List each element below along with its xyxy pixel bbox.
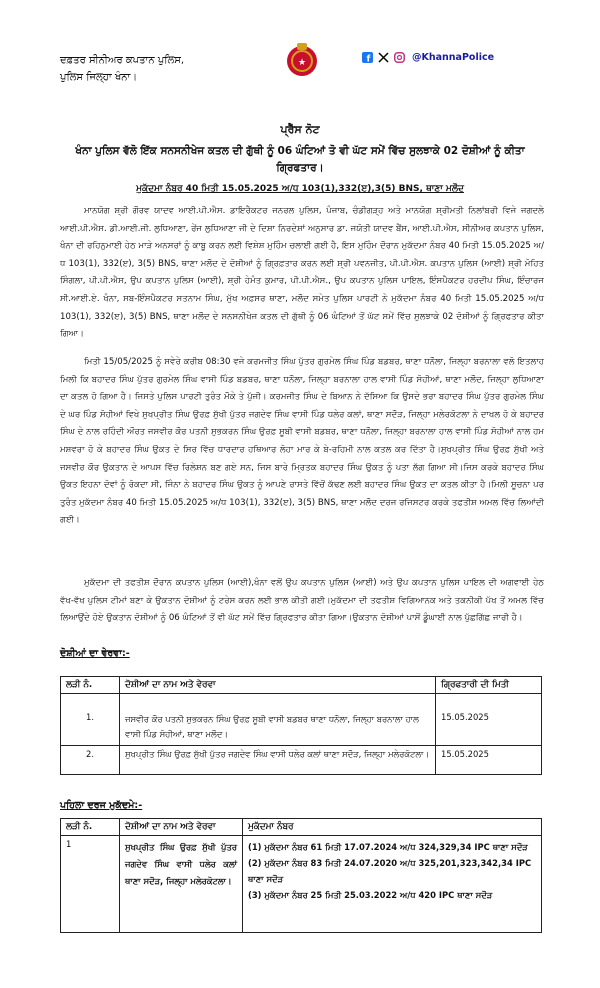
col-details: ਦੋਸ਼ੀਆਂ ਦਾ ਨਾਮ ਅਤੇ ਵੇਰਵਾ	[120, 677, 436, 694]
row-details: ਸੁਖਪ੍ਰੀਤ ਸਿੰਘ ਉਰਫ਼ ਸੁੱਖੀ ਪੁੱਤਰ ਜਗਦੇਵ ਸਿੰਘ ਵਾਸੀ ਧਲੇਰ ਕਲਾਂ ਥਾਣਾ ਸਦੌੜ, ਜਿਲ੍ਹਾ ਮਲੇਰਕੋਟਲਾ।	[120, 836, 243, 933]
case-line: ਮੁਕੱਦਮਾ ਨੰਬਰ 40 ਮਿਤੀ 15.05.2025 ਅ/ਧ 103(1),332(ੲ),3(5) BNS, ਥਾਣਾ ਮਲੌਦ	[136, 184, 464, 194]
case-item: (2) ਮੁਕੱਦਮਾ ਨੰਬਰ 83 ਮਿਤੀ 24.07.2020 ਅ/ਧ 325,201,323,342,34 IPC ਥਾਣਾ ਸਦੌੜ	[248, 858, 532, 884]
headline: ਖੰਨਾ ਪੁਲਿਸ ਵੱਲੋ ਇੱਕ ਸਨਸਨੀਖੇਜ ਕਤਲ ਦੀ ਗੁੱਥੀ ਨੂੰ 06 ਘੰਟਿਆਂ ਤੋ ਵੀ ਘੱਟ ਸਮੇਂ ਵਿੱਚ ਸੁਲਝਾਕੇ 02 ਦੋਸ਼ੀਆਂ ਨੂੰ ਕੀਤਾ ਗ੍ਰਿਫਤਾਰ।	[75, 145, 525, 174]
table-row	[61, 836, 542, 933]
paragraph-1: ਮਾਨਯੋਗ ਸ਼੍ਰੀ ਗੌਰਵ ਯਾਦਵ ਆਈ.ਪੀ.ਐਸ. ਡਾਇਰੈਕਟਰ ਜਨਰਲ ਪੁਲਿਸ, ਪੰਜਾਬ, ਚੰਡੀਗੜ੍ਹ ਅਤੇ ਮਾਨਯੋਗ ਸ਼੍ਰੀਮਤੀ ਨਿਲਾਂਬਰੀ ਵਿਜੇ ਜਗਦਲੇ ਆਈ.ਪੀ.ਐਸ. ਡੀ.ਆਈ.ਜੀ. ਲੁਧਿਆਣਾ, ਰੇਂਜ ਲੁਧਿਆਣਾ ਜੀ ਦੇ ਦਿਸ਼ਾ ਨਿਰਦੇਸ਼ਾਂ ਅਨੁਸਾਰ ਡਾ. ਜਯੋਤੀ ਯਾਦਵ ਬੈਂਸ, ਆਈ.ਪੀ.ਐਸ, ਸੀਨੀਅਰ ਕਪਤਾਨ ਪੁਲਿਸ, ਖੰਨਾ ਦੀ ਰਹਿਨੁਮਾਈ ਹੇਠ ਮਾੜੇ ਅਨਸਰਾਂ ਨੂੰ ਕਾਬੂ ਕਰਨ ਲਈ ਵਿਸ਼ੇਸ਼ ਮੁਹਿੰਮ ਚਲਾਈ ਗਈ ਹੈ, ਇਸ ਮੁਹਿੰਮ ਦੌਰਾਨ ਮੁਕੱਦਮਾ ਨੰਬਰ 40 ਮਿਤੀ 15.05.2025 ਅ/ਧ 103(1), 332(ੲ), 3(5) BNS, ਥਾਣਾ ਮਲੌਦ ਦੇ ਦੋਸ਼ੀਆਂ ਨੂੰ ਗ੍ਰਿਫ਼ਤਾਰ ਕਰਨ ਲਈ ਸ਼੍ਰੀ ਪਵਨਜੀਤ, ਪੀ.ਪੀ.ਐਸ. ਕਪਤਾਨ ਪੁਲਿਸ (ਆਈ) ਸ਼੍ਰੀ ਮੋਹਿਤ ਸਿੰਗਲਾ, ਪੀ.ਪੀ.ਐਸ, ਉਪ ਕਪਤਾਨ ਪੁਲਿਸ (ਆਈ), ਸ਼੍ਰੀ ਹੇਮੰਤ ਕੁਮਾਰ, ਪੀ.ਪੀ.ਐਸ., ਉਪ ਕਪਤਾਨ ਪੁਲਿਸ ਪਾਇਲ, ਇੰਸਪੈਕਟਰ ਹਰਦੀਪ ਸਿੰਘ, ਇੰਚਾਰਜ ਸੀ.ਆਈ.ਏ. ਖੰਨਾ, ਸਬ-ਇੰਸਪੈਕਟਰ ਸਤਨਾਮ ਸਿੰਘ, ਮੁੱਖ ਅਫ਼ਸਰ ਥਾਣਾ, ਮਲੌਦ ਸਮੇਤ ਪੁਲਿਸ ਪਾਰਟੀ ਨੇ ਮੁਕੱਦਮਾ ਨੰਬਰ 40 ਮਿਤੀ 15.05.2025 ਅ/ਧ 103(1), 332(ੲ), 3(5) BNS, ਥਾਣਾ ਮਲੌਦ ਦੇ ਸਨਸਨੀਖੇਜ ਕਤਲ ਦੀ ਗੁੱਥੀ ਨੂੰ 06 ਘੰਟਿਆਂ ਤੋਂ ਘੱਟ ਸਮੇਂ ਵਿੱਚ ਸੁਲਝਾਕੇ 02 ਦੋਸ਼ੀਆਂ ਨੂੰ ਗ੍ਰਿਫਤਾਰ ਕੀਤਾ ਗਿਆ।	[60, 206, 544, 340]
row-sr: 1.	[61, 694, 120, 746]
punjab-police-logo	[282, 40, 322, 80]
press-note-title: ਪ੍ਰੈੱਸ ਨੋਟ	[280, 123, 320, 136]
office-line-2: ਪੁਲਿਸ ਜਿਲ੍ਹਾ ਖੰਨਾ।	[60, 72, 138, 83]
case-item: (1) ਮੁਕੱਦਮਾ ਨੰਬਰ 61 ਮਿਤੀ 17.07.2024 ਅ/ਧ 324,329,34 IPC ਥਾਣਾ ਸਦੌੜ	[248, 842, 528, 852]
row-sr: 1	[61, 836, 120, 933]
svg-text:f: f	[366, 54, 371, 63]
svg-text:★: ★	[297, 58, 307, 68]
accused-section-heading: ਦੋਸ਼ੀਆਂ ਦਾ ਵੇਰਵਾ:-	[60, 648, 130, 659]
col-case-number: ਮੁਕੱਦਮਾ ਨੰਬਰ	[243, 819, 542, 836]
table-row	[61, 746, 542, 775]
previous-cases-heading: ਪਹਿਲਾ ਦਰਜ ਮੁਕੱਦਮੇ:-	[60, 800, 143, 811]
office-line-1: ਦਫ਼ਤਰ ਸੀਨੀਅਰ ਕਪਤਾਨ ਪੁਲਿਸ,	[60, 55, 185, 66]
facebook-icon[interactable]	[362, 52, 373, 63]
office-header	[60, 52, 184, 86]
accused-table	[60, 676, 542, 775]
social-handle[interactable]: @KhannaPolice	[412, 52, 495, 63]
row-details: ਸੁਖਪ੍ਰੀਤ ਸਿੰਘ ਉਰਫ਼ ਸੁੱਖੀ ਪੁੱਤਰ ਜਗਦੇਵ ਸਿੰਘ ਵਾਸੀ ਧਲੇਰ ਕਲਾਂ ਥਾਣਾ ਸਦੌੜ, ਜਿਲ੍ਹਾ ਮਲੇਰਕੋਟਲਾ।	[120, 746, 436, 775]
col-details: ਦੋਸ਼ੀਆਂ ਦਾ ਨਾਮ ਅਤੇ ਵੇਰਵਾ	[120, 819, 243, 836]
instagram-icon[interactable]	[394, 52, 405, 63]
col-date: ਗ੍ਰਿਫਤਾਰੀ ਦੀ ਮਿਤੀ	[436, 677, 542, 694]
paragraph-2: ਮਿਤੀ 15/05/2025 ਨੂੰ ਸਵੇਰੇ ਕਰੀਬ 08:30 ਵਜੇ ਕਰਮਜੀਤ ਸਿੰਘ ਪੁੱਤਰ ਗੁਰਮੇਲ ਸਿੰਘ ਪਿੰਡ ਬਡਬਰ, ਥਾਣਾ ਧਨੌਲਾ, ਜਿਲ੍ਹਾ ਬਰਨਾਲਾ ਵਲੋ ਇਤਲਾਹ ਮਿਲੀ ਕਿ ਬਹਾਦਰ ਸਿੰਘ ਪੁੱਤਰ ਗੁਰਮੇਲ ਸਿੰਘ ਵਾਸੀ ਪਿੰਡ ਬਡਬਰ, ਥਾਣਾ ਧਨੌਲਾ, ਜਿਲ੍ਹਾ ਬਰਨਾਲਾ ਹਾਲ ਵਾਸੀ ਪਿੰਡ ਸੋਹੀਆਂ, ਥਾਣਾ ਮਲੌਦ, ਜਿਲ੍ਹਾ ਲੁਧਿਆਣਾ ਦਾ ਕਤਲ ਹੋ ਗਿਆ ਹੈ। ਜਿਸਤੇ ਪੁਲਿਸ ਪਾਰਟੀ ਤੁਰੰਤ ਮੌਕੇ ਤੇ ਪੁੱਜੀ। ਕਰਮਜੀਤ ਸਿੰਘ ਦੇ ਬਿਆਨ ਨੇ ਦੱਸਿਆ ਕਿ ਉਸਦੇ ਭਰਾ ਬਹਾਦਰ ਸਿੰਘ ਪੁੱਤਰ ਗੁਰਮੇਲ ਸਿੰਘ ਦੇ ਘਰ ਪਿੰਡ ਸੋਹੀਆਂ ਵਿਖੇ ਸੁਖਪ੍ਰੀਤ ਸਿੰਘ ਉਰਫ਼ ਸੁੱਖੀ ਪੁੱਤਰ ਜਗਦੇਵ ਸਿੰਘ ਵਾਸੀ ਪਿੰਡ ਧਲੇਰ ਕਲਾਂ, ਥਾਣਾ ਸਦੌੜ, ਜਿਲ੍ਹਾ ਮਲੇਰਕੋਟਲਾ ਨੇ ਦਾਖਲ ਹੋ ਕੇ ਬਹਾਦਰ ਸਿੰਘ ਦੇ ਨਾਲ ਰਹਿੰਦੀ ਔਰਤ ਜਸਵੀਰ ਕੌਰ ਪਤਨੀ ਸੁਭਕਰਨ ਸਿੰਘ ਉਰਫ਼ ਸੂਬੀ ਵਾਸੀ ਬਡਬਰ, ਥਾਣਾ ਧਨੌਲਾ, ਜਿਲ੍ਹਾ ਬਰਨਾਲਾ ਹਾਲ ਵਾਸੀ ਪਿੰਡ ਸੋਹੀਆਂ ਨਾਲ ਹਮ ਮਸ਼ਵਰਾ ਹੋ ਕੇ ਬਹਾਦਰ ਸਿੰਘ ਉਕਤ ਦੇ ਸਿਰ ਵਿੱਚ ਧਾਰਦਾਰ ਹਥਿਆਰ ਲੋਹਾ ਮਾਰ ਕੇ ਬੇ-ਰਹਿਮੀ ਨਾਲ ਕਤਲ ਕਰ ਦਿੱਤਾ ਹੈ।ਸੁਖਪ੍ਰੀਤ ਸਿੰਘ ਉਰਫ਼ ਸੁੱਖੀ ਅਤੇ ਜਸਵੀਰ ਕੌਰ ਉਕਤਾਨ ਦੇ ਆਪਸ ਵਿੱਚ ਰਿਲੇਸ਼ਨ ਬਣ ਗਏ ਸਨ, ਜਿਸ ਬਾਰੇ ਮ੍ਰਿਤਕ ਬਹਾਦਰ ਸਿੰਘ ਉਕਤ ਨੂੰ ਪਤਾ ਲੱਗ ਗਿਆ ਸੀ।ਜਿਸ ਕਰਕੇ ਬਹਾਦਰ ਸਿੰਘ ਉਕਤ ਇਹਨਾ ਦੋਵਾਂ ਨੂੰ ਰੋਕਦਾ ਸੀ, ਜਿੰਨਾ ਨੇ ਬਹਾਦਰ ਸਿੰਘ ਉਕਤ ਨੂੰ ਆਪਣੇ ਰਾਸਤੇ ਵਿੱਚੋਂ ਕੱਢਣ ਲਈ ਬਹਾਦਰ ਸਿੰਘ ਉਕਤ ਦਾ ਕਤਲ ਕੀਤਾ ਹੈ।ਮਿਲੀ ਸੂਚਨਾ ਪਰ ਤੁਰੰਤ ਮੁਕੱਦਮਾ ਨੰਬਰ 40 ਮਿਤੀ 15.05.2025 ਅ/ਧ 103(1), 332(ੲ), 3(5) BNS, ਥਾਣਾ ਮਲੌਦ ਦਰਜ ਰਜਿਸਟਰ ਕਰਕੇ ਤਫਤੀਸ਼ ਅਮਲ ਵਿੱਚ ਲਿਆਂਦੀ ਗਈ।	[60, 357, 544, 526]
paragraph-3: ਮੁਕੱਦਮਾ ਦੀ ਤਫਤੀਸ਼ ਦੌਰਾਨ ਕਪਤਾਨ ਪੁਲਿਸ (ਆਈ),ਖੰਨਾ ਵਲੋਂ ਉਪ ਕਪਤਾਨ ਪੁਲਿਸ (ਆਈ) ਅਤੇ ਉਪ ਕਪਤਾਨ ਪੁਲਿਸ ਪਾਇਲ ਦੀ ਅਗਵਾਈ ਹੇਠ ਵੱਖ-ਵੱਖ ਪੁਲਿਸ ਟੀਮਾਂ ਬਣਾ ਕੇ ਉਕਤਾਨ ਦੋਸ਼ੀਆਂ ਨੂੰ ਟਰੇਸ ਕਰਨ ਲਈ ਭਾਲ ਕੀਤੀ ਗਈ।ਮੁਕੱਦਮਾ ਦੀ ਤਫਤੀਸ਼ ਵਿਗਿਆਨਕ ਅਤੇ ਤਕਨੀਕੀ ਪੱਖ ਤੋਂ ਅਮਲ ਵਿੱਚ ਲਿਆਉਂਦੇ ਹੋਏ ਉਕਤਾਨ ਦੋਸ਼ੀਆਂ ਨੂੰ 06 ਘੰਟਿਆਂ ਤੋਂ ਵੀ ਘੱਟ ਸਮੇਂ ਵਿੱਚ ਗ੍ਰਿਫਤਾਰ ਕੀਤਾ ਗਿਆ।ਉਕਤਾਨ ਦੋਸ਼ੀਆਂ ਪਾਸੋਂ ਡੂੰਘਾਈ ਨਾਲ ਪੁੱਛਗਿੱਛ ਜਾਰੀ ਹੈ।	[60, 578, 544, 624]
col-sr: ਲੜੀ ਨੰ.	[61, 677, 120, 694]
row-cases	[243, 836, 542, 933]
table-header-row	[61, 677, 542, 694]
table-header-row	[61, 819, 542, 836]
table-row	[61, 694, 542, 746]
row-details: ਜਸਵੀਰ ਕੌਰ ਪਤਨੀ ਸੁਭਕਰਨ ਸਿੰਘ ਉਰਫ਼ ਸੂਬੀ ਵਾਸੀ ਬਡਬਰ ਥਾਣਾ ਧਨੌਲਾ, ਜਿਲ੍ਹਾ ਬਰਨਾਲਾ ਹਾਲ ਵਾਸੀ ਪਿੰਡ ਸੋਹੀਆਂ, ਥਾਣਾ ਮਲੌਦ।	[120, 694, 436, 746]
case-item: (3) ਮੁਕੱਦਮਾ ਨੰਬਰ 25 ਮਿਤੀ 25.03.2022 ਅ/ਧ 420 IPC ਥਾਣਾ ਸਦੌੜ	[248, 890, 493, 900]
social-links	[362, 52, 494, 63]
row-date: 15.05.2025	[436, 694, 542, 746]
x-icon[interactable]	[378, 52, 389, 63]
row-sr: 2.	[61, 746, 120, 775]
row-date: 15.05.2025	[436, 746, 542, 775]
previous-cases-table	[60, 818, 542, 933]
col-sr: ਲੜੀ ਨੰ.	[61, 819, 120, 836]
